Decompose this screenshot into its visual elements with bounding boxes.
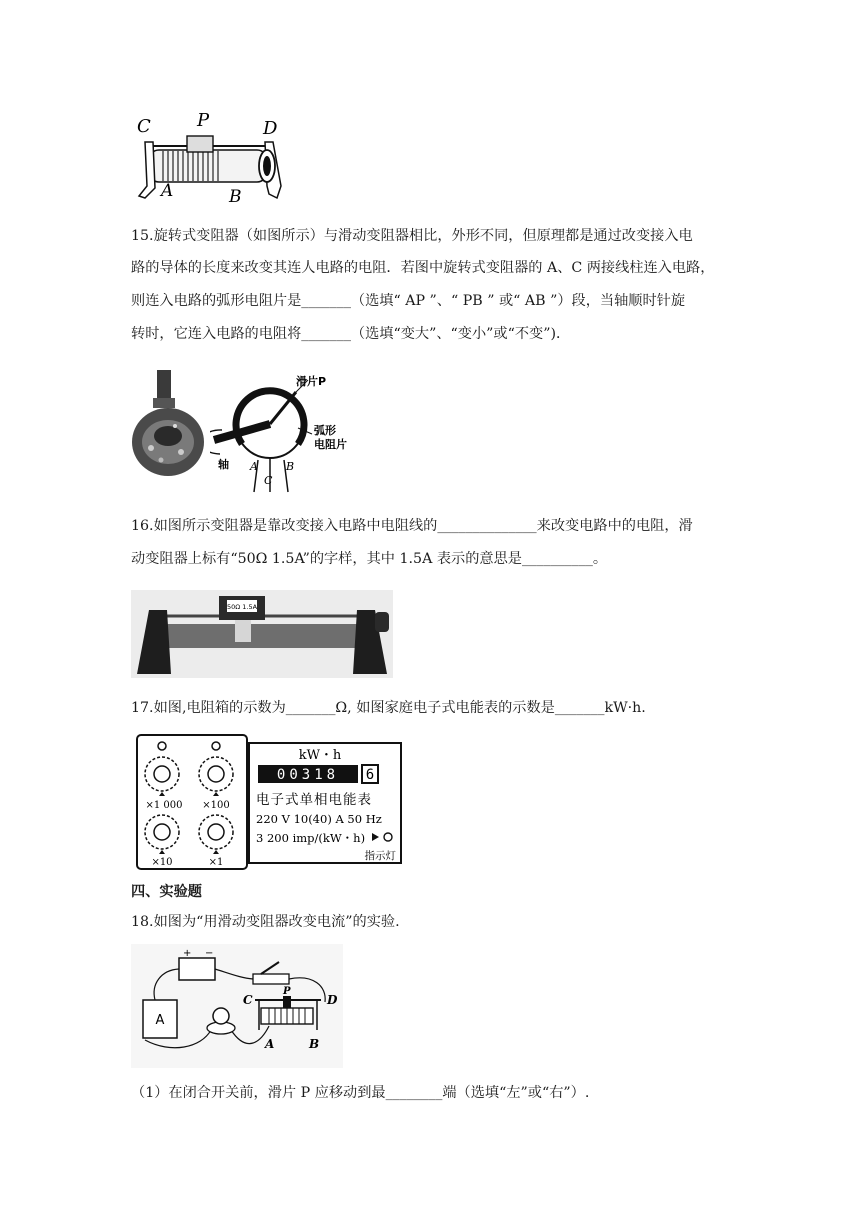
arc-label-2: 电阻片 [314, 438, 347, 451]
figure-rheostat-cpdab [131, 108, 291, 206]
meter-unit: kW・h [298, 748, 342, 763]
terminal-c-label: C [264, 474, 273, 487]
label-b: B [229, 187, 242, 206]
q16-line-2: 动变阻器上标有“50Ω 1.5A”的字样，其中 1.5A 表示的意思是__________。 [131, 551, 608, 567]
label-p: P [197, 110, 210, 131]
multiplier-1: ×1 [208, 857, 224, 868]
q15-line-3: 则连入电路的弧形电阻片是_______（选填“ AP ”、“ PB ” 或“ AB ”）段，当轴顺时针旋 [131, 293, 686, 309]
rheostat-plate-text: 50Ω 1.5A [226, 603, 258, 611]
multiplier-100: ×100 [202, 800, 230, 811]
circuit-label-c: C [243, 993, 253, 1007]
figure-slide-rheostat-photo [131, 590, 393, 678]
terminal-b-label: B [286, 460, 295, 473]
section-heading: 四、实验题 [131, 884, 202, 900]
terminal-a-label: A [250, 460, 258, 473]
q15-line-2: 路的导体的长度来改变其连人电路的电阻．若图中旋转式变阻器的 A、C 两接线柱连入电路， [131, 260, 715, 276]
meter-imp-line: 3 200 imp/(kW・h) [256, 831, 366, 845]
label-a: A [161, 181, 174, 201]
q18-sub-1: （1）在闭合开关前，滑片 P 应移动到最________端（选填“左”或“右”）. [131, 1085, 590, 1101]
axis-label: 轴 [218, 458, 229, 471]
q15-line-4: 转时，它连入电路的电阻将_______（选填“变大”、“变小”或“不变”)． [131, 326, 571, 342]
meter-decimal-digit: 6 [365, 767, 375, 783]
slider-p-label: 滑片P [296, 375, 327, 388]
circuit-label-a: A [265, 1037, 275, 1051]
label-c: C [137, 116, 151, 137]
meter-title: 电子式单相电能表 [256, 792, 372, 808]
figure-rotary-rheostat-photo [131, 368, 206, 478]
label-d: D [263, 118, 278, 139]
meter-spec-line: 220 V 10(40) A 50 Hz [256, 812, 382, 826]
q15-line-1: 15.旋转式变阻器（如图所示）与滑动变阻器相比，外形不同，但原理都是通过改变接入电 [131, 228, 693, 244]
figure-resistance-box [136, 734, 248, 870]
figure-rotary-rheostat-diagram [210, 368, 360, 494]
svg-text:+: + [183, 948, 192, 959]
circuit-label-b: B [309, 1037, 320, 1051]
q16-line-1: 16.如图所示变阻器是靠改变接入电路中电阻线的______________来改变电路中的电阻，滑 [131, 518, 693, 534]
figure-circuit [131, 944, 343, 1068]
q17-line-1: 17.如图,电阻箱的示数为_______Ω, 如图家庭电子式电能表的示数是_______kW·h. [131, 700, 646, 716]
figure-energy-meter [248, 742, 402, 864]
circuit-label-p: P [283, 986, 291, 997]
arc-label-1: 弧形 [314, 424, 336, 437]
svg-text:−: − [205, 948, 214, 959]
q18-line-1: 18.如图为“用滑动变阻器改变电流”的实验. [131, 914, 400, 930]
meter-digits: 00318 [276, 767, 340, 783]
multiplier-1000: ×1 000 [145, 800, 183, 811]
multiplier-10: ×10 [151, 857, 173, 868]
meter-indicator-label: 指示灯 [364, 850, 396, 862]
ammeter-label: A [155, 1013, 165, 1028]
circuit-label-d: D [327, 993, 338, 1007]
